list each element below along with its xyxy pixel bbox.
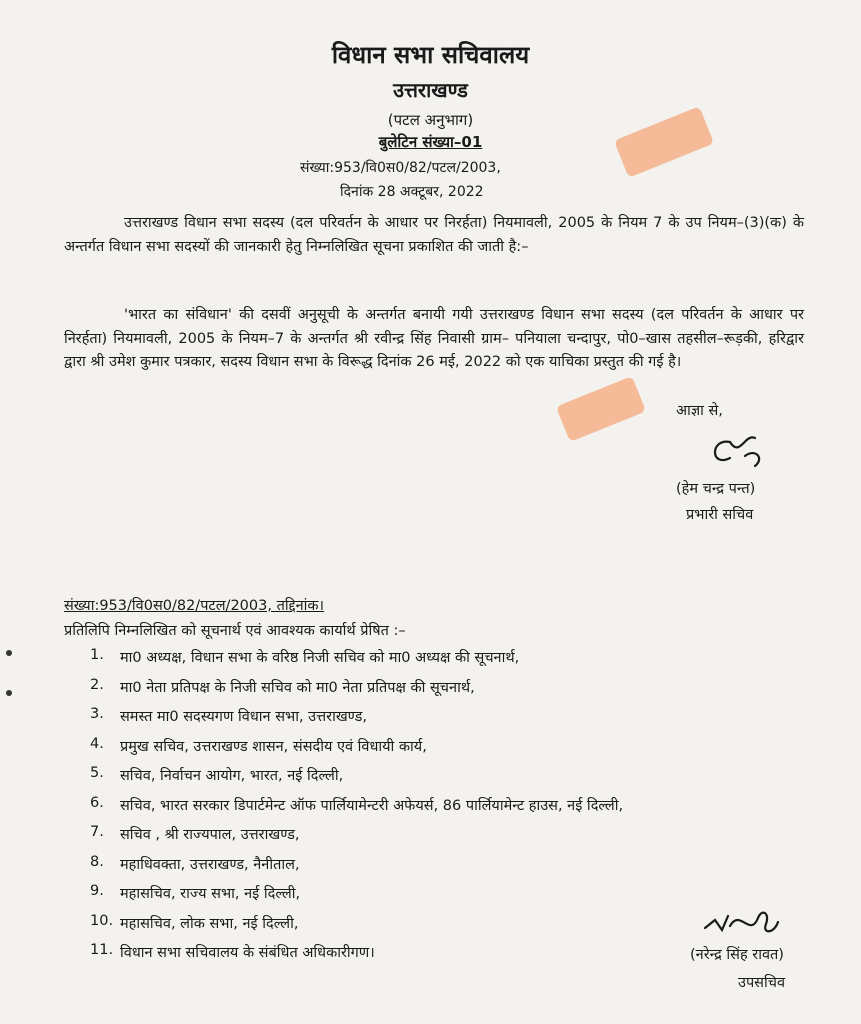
recipient-list-item (90, 677, 623, 707)
copy-reference-number: संख्या:953/वि0स0/82/पटल/2003, तद्दिनांक। (64, 598, 325, 614)
recipient-list-item (90, 913, 623, 943)
signatory-2-name: (नरेन्द्र सिंह रावत) (690, 947, 784, 963)
recipient-number: 1. (90, 647, 104, 663)
signatory-2-designation: उपसचिव (738, 975, 786, 991)
margin-mark (6, 650, 12, 656)
recipient-text: विधान सभा सचिवालय के संबंधित अधिकारीगण। (120, 945, 375, 961)
recipient-number: 4. (90, 735, 104, 752)
recipient-text: मा0 नेता प्रतिपक्ष के निजी सचिव को मा0 नेता प्रतिपक्ष की सूचनार्थ, (120, 679, 475, 696)
recipient-number: 11. (90, 942, 114, 958)
body-paragraph-2: 'भारत का संविधान' की दसवीं अनुसूची के अन्तर्गत बनायी गयी उत्तराखण्ड विधान सभा सदस्य (दल परिवर्तन के आधार पर निरर्हता) नियमावली, 2005 के नियम–7 के अन्तर्गत श्री रवीन्द्र सिंह निवासी ग्राम– पनियाला चन्दापुर, पो0–खास तहसील–रूड़की, हरिद्वार द्वारा श्री उमेश कुमार पत्रकार, सदस्य विधान सभा के विरूद्ध दिनांक 26 मई, 2022 को एक याचिका प्रस्तुत की गई है। (64, 307, 804, 370)
recipient-list-item (90, 736, 623, 766)
recipient-list-item (90, 824, 623, 854)
order-phrase: आज्ञा से, (676, 403, 723, 419)
recipient-text: सचिव , श्री राज्यपाल, उत्तराखण्ड, (120, 827, 300, 843)
signatory-1-name: (हेम चन्द्र पन्त) (676, 481, 756, 497)
recipient-list-item (90, 854, 623, 884)
office-title: विधान सभा सचिवालय (331, 41, 530, 69)
recipient-list-item (90, 706, 623, 736)
signatory-1-designation: प्रभारी सचिव (686, 507, 754, 523)
recipient-text: मा0 अध्यक्ष, विधान सभा के वरिष्ठ निजी सचिव को मा0 अध्यक्ष की सूचनार्थ, (120, 650, 520, 666)
recipient-text: सचिव, निर्वाचन आयोग, भारत, नई दिल्ली, (120, 768, 344, 784)
highlighter-mark (556, 376, 646, 442)
recipient-text: प्रमुख सचिव, उत्तराखण्ड शासन, संसदीय एवं विधायी कार्य, (120, 738, 427, 755)
recipient-list (90, 647, 623, 972)
reference-date: दिनांक 28 अक्टूबर, 2022 (340, 184, 484, 200)
recipient-list-item (90, 765, 623, 795)
recipient-text: महासचिव, लोक सभा, नई दिल्ली, (120, 915, 299, 932)
recipient-number: 3. (90, 706, 104, 722)
reference-number: संख्या:953/वि0स0/82/पटल/2003, (300, 160, 501, 176)
recipient-list-item (90, 647, 623, 677)
recipient-number: 10. (90, 912, 114, 929)
recipient-number: 7. (90, 824, 104, 840)
recipient-number: 8. (90, 853, 104, 870)
bulletin-number: बुलेटिन संख्या–01 (378, 133, 483, 151)
recipient-number: 5. (90, 765, 104, 781)
state-name: उत्तराखण्ड (393, 78, 468, 102)
recipient-number: 9. (90, 883, 104, 899)
copy-intro: प्रतिलिपि निम्नलिखित को सूचनार्थ एवं आवश्यक कार्यार्थ प्रेषित :– (64, 623, 406, 639)
recipient-number: 6. (90, 794, 104, 811)
recipient-list-item (90, 942, 623, 972)
margin-mark (6, 690, 12, 696)
recipient-list-item (90, 795, 623, 825)
section-name: (पटल अनुभाग) (387, 111, 474, 129)
recipient-number: 2. (90, 676, 104, 693)
recipient-text: समस्त मा0 सदस्यगण विधान सभा, उत्तराखण्ड, (120, 709, 367, 725)
signature-hem-chandra-pant (700, 428, 780, 476)
body-paragraph-1: उत्तराखण्ड विधान सभा सदस्य (दल परिवर्तन के आधार पर निरर्हता) नियमावली, 2005 के नियम 7 के उप नियम–(3)(क) के अन्तर्गत विधान सभा सदस्यों की जानकारी हेतु निम्नलिखित सूचना प्रकाशित की जाती है:– (64, 215, 804, 255)
recipient-text: महाधिवक्ता, उत्तराखण्ड, नैनीताल, (120, 856, 300, 873)
signature-narendra-singh-rawat (700, 898, 790, 942)
recipient-list-item (90, 883, 623, 913)
recipient-text: सचिव, भारत सरकार डिपार्टमेन्ट ऑफ पार्लियामेन्टरी अफेयर्स, 86 पार्लियामेन्ट हाउस, नई दिल्ली, (120, 797, 624, 814)
recipient-text: महासचिव, राज्य सभा, नई दिल्ली, (120, 886, 301, 902)
